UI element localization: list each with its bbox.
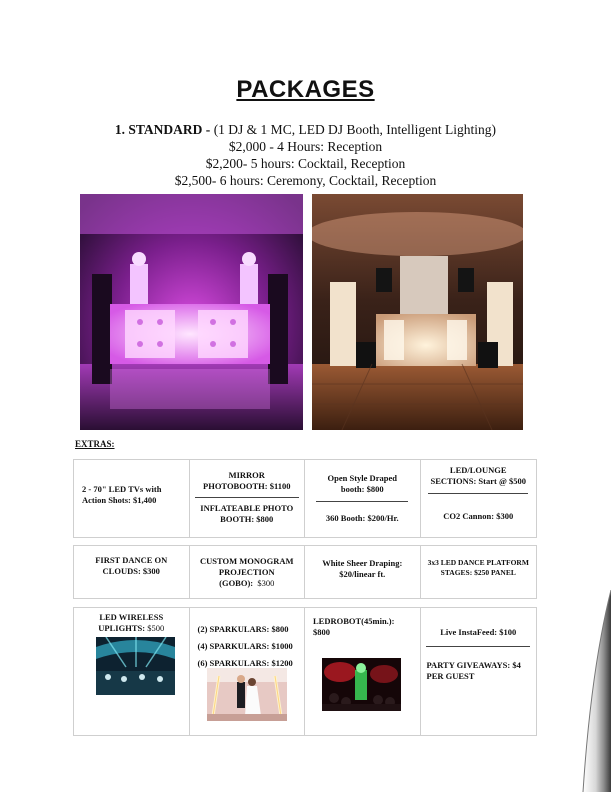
co2-cannon-text: CO2 Cannon: $300	[443, 511, 514, 521]
sparkulars-6-text: (6) SPARKULARS: $1200	[197, 658, 293, 668]
extras-cell-dance-platform	[421, 546, 537, 598]
sparkulars-2-text: (2) SPARKULARS: $800	[197, 624, 289, 634]
divider	[195, 497, 299, 498]
extras-cell-photobooth	[190, 460, 306, 537]
mirror-photobooth-text: MIRROR PHOTOBOOTH: $1100	[203, 470, 291, 491]
extras-cell-giveaways	[421, 608, 537, 735]
page-curl-graphic	[561, 590, 611, 792]
extras-row-1	[73, 459, 537, 538]
led-dance-platform-text: 3x3 LED DANCE PLATFORM STAGES: $250 PANEL	[427, 558, 529, 577]
gobo-label: (GOBO):	[219, 578, 254, 588]
first-dance-clouds-text: FIRST DANCE ON CLOUDS: $300	[95, 555, 168, 576]
live-instafeed-text: Live InstaFeed: $100	[440, 627, 517, 637]
open-style-booth-text: Open Style Draped booth: $800	[327, 473, 397, 494]
extras-cell-clouds	[74, 546, 190, 598]
white-booth-photo	[312, 194, 523, 430]
extras-row-2	[73, 545, 537, 599]
price-line-6h: $2,500- 6 hours: Ceremony, Cocktail, Reception	[174, 173, 437, 188]
standard-heading: 1. STANDARD -	[114, 122, 211, 137]
sparkulars-photo	[207, 668, 287, 721]
standard-package	[0, 121, 611, 189]
monogram-projection-text: CUSTOM MONOGRAM PROJECTION	[199, 556, 294, 577]
divider	[426, 646, 530, 647]
standard-details: (1 DJ & 1 MC, LED DJ Booth, Intelligent Lighting)	[213, 122, 497, 137]
divider	[316, 501, 408, 502]
extras-cell-ledrobot	[305, 608, 421, 735]
extras-cell-monogram	[190, 546, 306, 598]
extras-cell-sparkulars	[190, 608, 306, 735]
extras-cell-booths	[305, 460, 421, 537]
inflatable-photobooth-text: INFLATEABLE PHOTO BOOTH: $800	[200, 503, 294, 524]
price-line-4h: $2,000 - 4 Hours: Reception	[228, 139, 383, 154]
extras-cell-draping	[305, 546, 421, 598]
extras-cell-led-tvs	[74, 460, 190, 537]
extras-row-3	[73, 607, 537, 736]
ledrobot-photo	[322, 658, 401, 711]
uplights-photo	[96, 637, 175, 695]
extras-cell-uplights	[74, 608, 190, 735]
uplights-price: $500	[147, 623, 165, 633]
360-booth-text: 360 Booth: $200/Hr.	[325, 513, 399, 523]
price-line-5h: $2,200- 5 hours: Cocktail, Reception	[205, 156, 406, 171]
led-dj-booth-photo	[80, 194, 303, 430]
led-lounge-text: LED/LOUNGE SECTIONS: Start @ $500	[430, 465, 526, 486]
party-giveaways-text: PARTY GIVEAWAYS: $4 PER GUEST	[426, 660, 521, 681]
gobo-price: $300	[257, 578, 275, 588]
extras-cell-lounge	[421, 460, 537, 537]
sheer-draping-text: White Sheer Draping: $20/linear ft.	[322, 558, 403, 579]
page-title: PACKAGES	[236, 76, 375, 103]
led-tvs-text: 2 - 70" LED TVs with Action Shots: $1,400	[82, 484, 162, 505]
uplights-label: LED WIRELESS UPLIGHTS:	[98, 612, 164, 633]
extras-heading: EXTRAS:	[75, 439, 115, 449]
divider	[428, 493, 528, 494]
ledrobot-text: LEDROBOT(45min.): $800	[313, 616, 395, 637]
sparkulars-4-text: (4) SPARKULARS: $1000	[197, 641, 293, 651]
